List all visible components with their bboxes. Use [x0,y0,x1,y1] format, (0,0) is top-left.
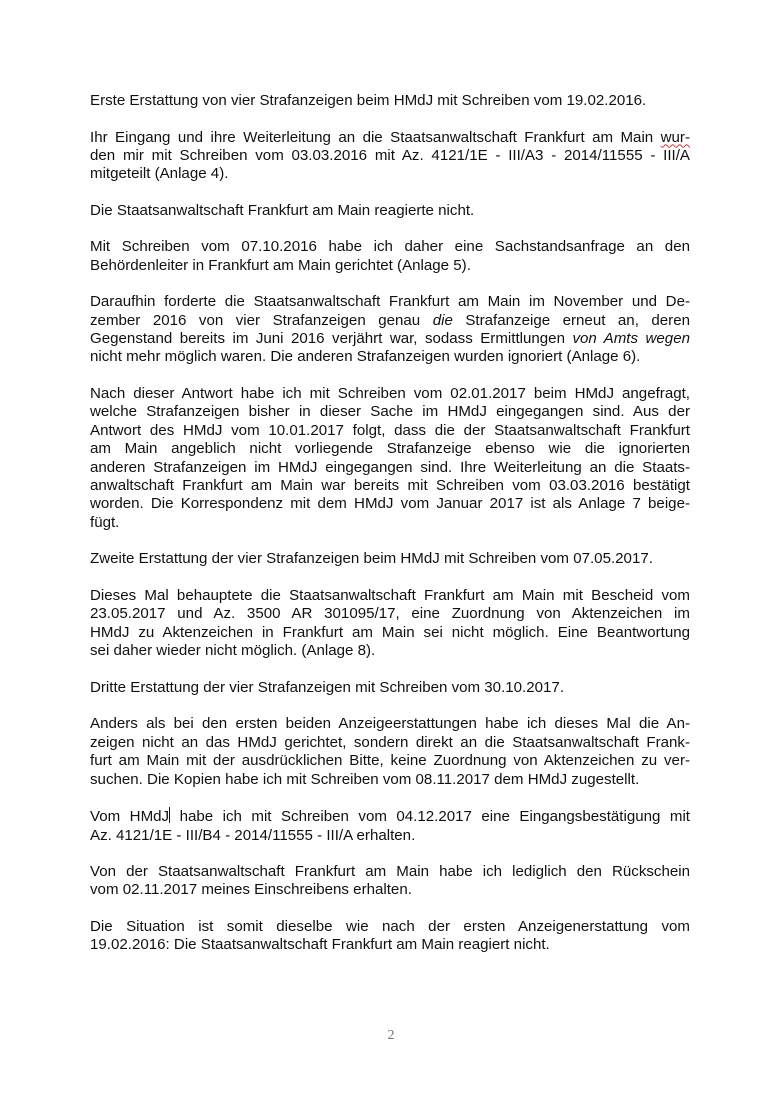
text-line: Vom HMdJ habe ich mit Schreiben vom 04.12.2017 eine Eingangsbestätigung mit [90,808,690,826]
text-line: vom 02.11.2017 meines Einschreibens erhalten. [90,881,412,899]
text-line: den mir mit Schreiben vom 03.03.2016 mit Az. 4121/1E - III/A3 - 2014/11555 - III/A [90,146,690,164]
paragraph-third-filing-details [90,715,690,789]
text-line: HMdJ zu Aktenzeichen in Frankfurt am Main sei nicht möglich. Eine Beantwortung [90,623,690,641]
page-number: 2 [387,1028,395,1043]
text-line: fügt. [90,513,120,531]
paragraph-receipt-forwarding [90,129,690,184]
text-line: worden. Die Korrespondenz mit dem HMdJ vom Januar 2017 ist als Anlage 7 beige- [90,495,690,513]
text-line: 19.02.2016: Die Staatsanwaltschaft Frankfurt am Main reagiert nicht. [90,936,550,954]
text-line: Die Situation ist somit dieselbe wie nach der ersten Anzeigenerstattung vom [90,917,690,935]
text-line: Az. 4121/1E - III/B4 - 2014/11555 - III/A erhalten. [90,826,416,844]
text-line: Antwort des HMdJ vom 10.01.2017 folgt, dass die der Staatsanwaltschaft Frankfurt [90,421,690,439]
document-body[interactable] [90,92,690,973]
text-line: Dieses Mal behauptete die Staatsanwaltschaft Frankfurt am Main mit Bescheid vom [90,586,690,604]
text-line: zember 2016 von vier Strafanzeigen genau die Strafanzeige erneut an, deren [90,311,691,329]
spellcheck-flagged-word[interactable]: wur- [660,128,690,146]
paragraph-status-inquiry [90,238,690,275]
text-line: Dritte Erstattung der vier Strafanzeigen mit Schreiben vom 30.10.2017. [90,678,565,696]
text-line: zeigen nicht an das HMdJ gerichtet, sondern direkt an die Staatsanwaltschaft Frank- [90,733,690,751]
paragraph-prosecutor-request [90,293,690,367]
text-line: welche Strafanzeigen bisher in dieser Sache im HMdJ eingegangen sind. Aus der [90,403,690,421]
text-line: Ihr Eingang und ihre Weiterleitung an die Staatsanwaltschaft Frankfurt am Main wur- [90,128,690,146]
text-line: Gegenstand bereits im Juni 2016 verjährt war, sodass Ermittlungen von Amts wegen [90,330,690,348]
text-line: nicht mehr möglich waren. Die anderen Strafanzeigen wurden ignoriert (Anlage 6). [90,348,641,366]
paragraph-first-filing-heading [90,92,690,110]
text-line: anderen Strafanzeigen im HMdJ eingegangen sind. Ihre Weiterleitung an die Staats- [90,458,690,476]
text-line: furt am Main mit der ausdrücklichen Bitte, keine Zuordnung von Aktenzeichen zu ver- [90,752,690,770]
text-line: Daraufhin forderte die Staatsanwaltschaft Frankfurt am Main im November und De- [90,293,690,311]
emphasis-text: von Amts wegen [572,330,690,348]
paragraph-hmdj-inquiry [90,385,690,532]
text-line: anwaltschaft Frankfurt am Main war bereits mit Schreiben vom 03.03.2016 bestätigt [90,476,690,494]
paragraph-conclusion [90,918,690,955]
text-line: suchen. Die Kopien habe ich mit Schreiben vom 08.11.2017 dem HMdJ zugestellt. [90,770,640,788]
text-line: Von der Staatsanwaltschaft Frankfurt am Main habe ich lediglich den Rückschein [90,863,690,881]
text-line: Anders als bei den ersten beiden Anzeigeerstattungen habe ich dieses Mal die An- [90,715,690,733]
text-line: mitgeteilt (Anlage 4). [90,165,229,183]
text-line: Nach dieser Antwort habe ich mit Schreiben vom 02.01.2017 beim HMdJ angefragt, [90,384,690,402]
paragraph-second-filing-heading [90,550,690,568]
text-line: sei daher wieder nicht möglich. (Anlage 8). [90,642,376,660]
text-line: 23.05.2017 und Az. 3500 AR 301095/17, eine Zuordnung von Aktenzeichen im [90,605,690,623]
text-line: Zweite Erstattung der vier Strafanzeigen beim HMdJ mit Schreiben vom 07.05.2017. [90,550,653,568]
text-line: Behördenleiter in Frankfurt am Main gerichtet (Anlage 5). [90,256,471,274]
emphasis-text: die [432,311,453,329]
text-line: am Main angeblich nicht vorliegende Strafanzeige ebenso wie die ignorierten [90,440,690,458]
paragraph-third-filing-heading [90,679,690,697]
paragraph-hmdj-confirmation [90,807,690,845]
paragraph-return-receipt [90,863,690,900]
paragraph-second-filing-response [90,587,690,661]
text-line: Mit Schreiben vom 07.10.2016 habe ich daher eine Sachstandsanfrage an den [90,238,690,256]
text-line: Erste Erstattung von vier Strafanzeigen beim HMdJ mit Schreiben vom 19.02.2016. [90,92,647,109]
paragraph-no-reaction [90,202,690,220]
text-line: Die Staatsanwaltschaft Frankfurt am Main reagierte nicht. [90,201,475,219]
